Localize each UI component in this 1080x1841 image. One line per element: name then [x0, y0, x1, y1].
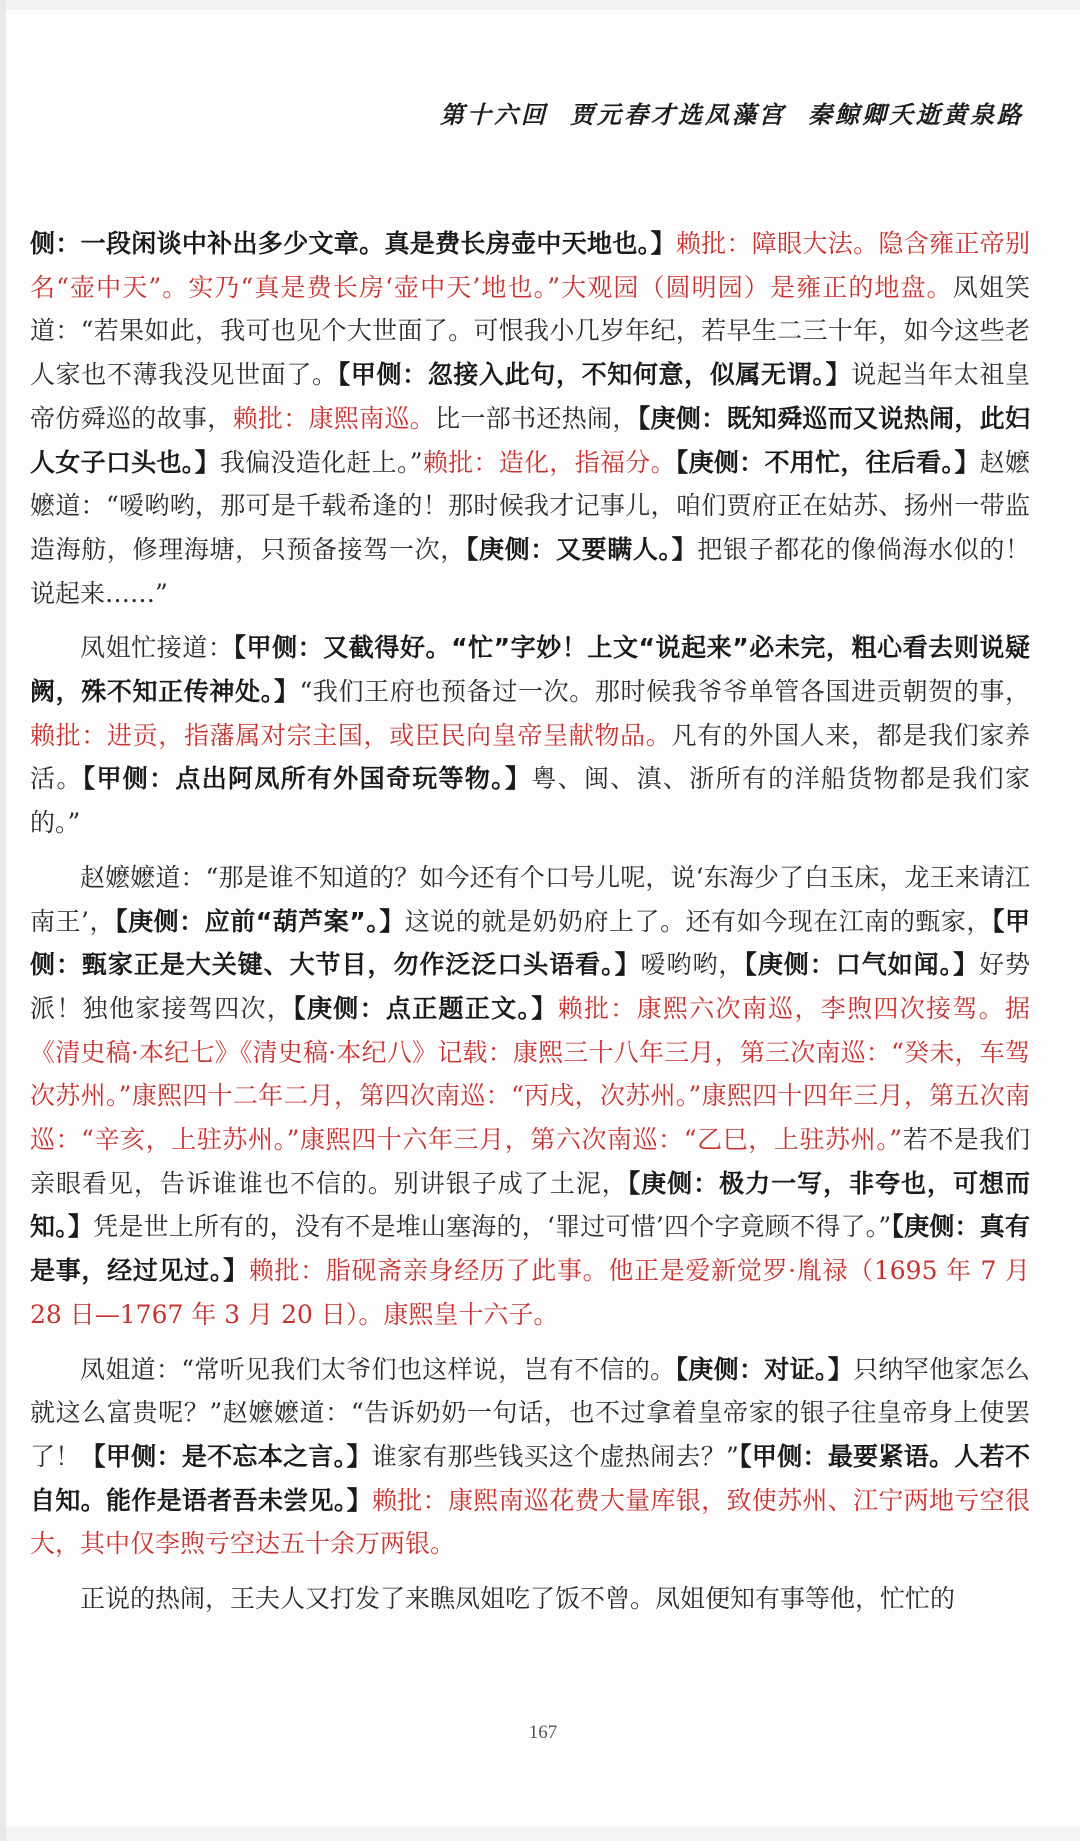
main-text — [30, 222, 1030, 1632]
narrative-text: 赵嬷嬷道：“嗳哟哟，那可是千载希逢的！那时候我才记事儿，咱们贾府正在姑苏、扬州一带监造海舫，修理海塘，只预备接驾一次， — [30, 447, 1030, 564]
red-annotation: 赖批：康熙六次南巡，李煦四次接驾。据《清史稿·本纪七》《清史稿·本纪八》记载：康熙三十八年三月，第三次南巡：“癸未，车驾次苏州。”康熙四十二年二月，第四次南巡：“丙戌，次苏州。”康熙四十四年三月，第五次南巡：“辛亥，上驻苏州。”康熙四十六年三月，第六次南巡：“乙巳，上驻苏州。” — [30, 993, 1030, 1155]
narrative-text: 只纳罕他家怎么就这么富贵呢？”赵嬷嬷道：“告诉奶奶一句话，也不过拿着皇帝家的银子往皇帝身上使罢了！ — [30, 1354, 1030, 1471]
narrative-text: 我偏没造化赶上。” — [219, 447, 423, 477]
commentary-note: 【甲侧：最要紧语。人若不自知。能作是语者吾未尝见。】 — [30, 1441, 1030, 1515]
paragraph — [30, 222, 1030, 615]
page-number: 167 — [528, 1722, 558, 1743]
commentary-note: 【庚侧：口气如闻。】 — [744, 950, 979, 980]
commentary-note: 【甲侧：甄家正是大关键、大节目，勿作泛泛口头语看。】 — [30, 906, 1030, 980]
narrative-text: 凤姐道：“常听见我们太爷们也这样说，岂有不信的。 — [80, 1354, 676, 1384]
narrative-text: 谁家有那些钱买这个虚热闹去？” — [371, 1441, 739, 1471]
red-annotation: 赖批：脂砚斋亲身经历了此事。他正是爱新觉罗·胤禄（1695 年 7 月 28 日—1767 年 3 月 20 日）。康熙皇十六子。 — [30, 1256, 1030, 1329]
narrative-text: 凭是世上所有的，没有不是堆山塞海的，‘罪过可惜’四个字竟顾不得了。” — [93, 1212, 892, 1242]
red-annotation: 赖批：康熙南巡花费大量库银，致使苏州、江宁两地亏空很大，其中仅李煦亏空达五十余万两银。 — [30, 1485, 1030, 1559]
commentary-note: 【庚侧：不用忙，往后看。】 — [675, 447, 980, 477]
red-annotation: 赖批：进贡，指藩属对宗主国，或臣民向皇帝呈献物品。 — [30, 720, 672, 750]
running-header — [440, 95, 1024, 130]
paragraph — [30, 1577, 1030, 1621]
commentary-note: 侧：一段闲谈中补出多少文章。真是费长房壶中天地也。】 — [30, 229, 676, 258]
commentary-note: 【庚侧：既知舜巡而又说热闹，此妇人女子口头也。】 — [30, 403, 1030, 477]
narrative-text: 说起当年太祖皇帝仿舜巡的故事， — [30, 360, 1030, 433]
narrative-text: 凤姐忙接道： — [80, 633, 234, 663]
commentary-note: 【甲侧：点出阿凤所有外国奇玩等物。】 — [82, 764, 532, 794]
chapter-number: 第十六回 — [440, 100, 548, 129]
narrative-text: 赵嬷嬷道：“那是谁不知道的？如今还有个口号儿呢，说‘东海少了白玉床，龙王来请江南王’， — [30, 862, 1030, 936]
narrative-text: 嗳哟哟， — [640, 950, 745, 980]
top-edge — [6, 0, 1080, 10]
narrative-text: 凤姐笑道：“若果如此，我可也见个大世面了。可恨我小几岁年纪，若早生二三十年，如今这些老人家也不薄我没见世面了。 — [30, 272, 1030, 390]
commentary-note: 【庚侧：极力一写，非夸也，可想而知。】 — [30, 1168, 1030, 1242]
narrative-text: 好势派！独他家接驾四次， — [30, 950, 1030, 1023]
red-annotation: 赖批：造化，指福分。 — [422, 447, 676, 477]
paragraph — [30, 1348, 1030, 1567]
commentary-note: 【庚侧：应前“葫芦案”。】 — [115, 906, 405, 936]
paragraph — [30, 626, 1030, 845]
narrative-text: “我们王府也预备过一次。那时候我爷爷单管各国进贡朝贺的事， — [299, 677, 1030, 707]
narrative-text: 若不是我们亲眼看见，告诉谁谁也不信的。别讲银子成了土泥， — [30, 1125, 1030, 1198]
commentary-note: 【庚侧：对证。】 — [675, 1354, 854, 1384]
narrative-text: 把银子都花的像倘海水似的！说起来……” — [30, 534, 1030, 608]
narrative-text: 正说的热闹，王夫人又打发了来瞧凤姐吃了饭不曾。凤姐便知有事等他，忙忙的 — [80, 1584, 956, 1614]
narrative-text: 比一部书还热闹， — [435, 403, 638, 433]
chapter-title-part1: 贾元春才选凤藻宫 — [570, 100, 786, 129]
commentary-note: 【甲侧：又截得好。“忙”字妙！上文“说起来”必未完，粗心看去则说疑阙，殊不知正传神处。】 — [30, 633, 1030, 707]
paragraph — [30, 856, 1030, 1337]
narrative-text: 粤、闽、滇、浙所有的洋船货物都是我们家的。” — [30, 764, 1030, 838]
chapter-title-part2: 秦鲸卿夭逝黄泉路 — [808, 100, 1024, 129]
narrative-text: 这说的就是奶奶府上了。还有如今现在江南的甄家， — [404, 906, 992, 936]
commentary-note: 【甲侧：忽接入此句，不知何意，似属无谓。】 — [337, 360, 852, 390]
commentary-note: 【庚侧：真有是事，经过见过。】 — [30, 1212, 1030, 1286]
bottom-edge — [6, 1827, 1080, 1841]
narrative-text: 凡有的外国人来，都是我们家养活。 — [30, 720, 1030, 794]
commentary-note: 【甲侧：是不忘本之言。】 — [80, 1441, 372, 1471]
red-annotation: 赖批：康熙南巡。 — [232, 403, 436, 433]
red-annotation: 赖批：障眼大法。隐含雍正帝别名“壶中天”。实乃“真是费长房‘壶中天’地也。”大观园（圆明园）是雍正的地盘。 — [30, 229, 1030, 302]
commentary-note: 【庚侧：点正题正文。】 — [293, 993, 558, 1023]
commentary-note: 【庚侧：又要瞒人。】 — [465, 534, 698, 564]
